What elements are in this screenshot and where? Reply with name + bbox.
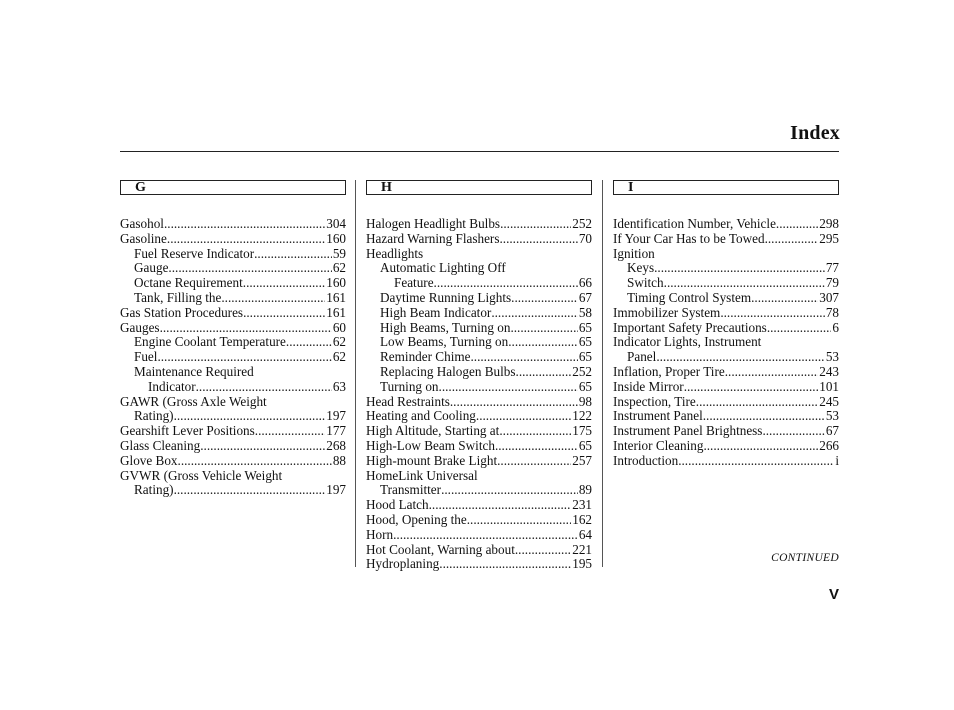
index-entry-page: 221 (572, 542, 592, 557)
index-entry-page: 77 (825, 261, 839, 276)
index-entry-page: 67 (578, 290, 592, 305)
index-entry-text: Switch (627, 276, 664, 291)
index-entry[interactable] (613, 454, 839, 469)
index-entry-text: Gauge (134, 261, 169, 276)
dot-leader (703, 439, 818, 454)
dot-leader (167, 232, 325, 247)
index-entry[interactable] (613, 276, 839, 291)
index-entry-text: Hood Latch (366, 498, 429, 513)
index-entry[interactable] (120, 261, 346, 276)
index-entry-page: 268 (326, 438, 346, 453)
index-entry-text: High Beam Indicator (380, 305, 492, 320)
index-entry[interactable] (366, 395, 592, 410)
index-entry-text: Octane Requirement (134, 276, 243, 291)
index-entry-text: Gasohol (120, 217, 164, 231)
index-entry-text: Fuel Reserve Indicator (134, 246, 255, 261)
index-entry[interactable] (366, 380, 592, 395)
index-entry-text: Hood, Opening the (366, 512, 467, 527)
index-entry[interactable] (120, 439, 346, 454)
index-entry[interactable] (366, 232, 592, 247)
dot-leader (164, 217, 325, 232)
index-entry-text: Hydroplaning (366, 557, 440, 572)
index-entry-page: 66 (578, 276, 592, 291)
index-entry-page: 197 (326, 409, 346, 424)
index-entry-page: 160 (326, 276, 346, 291)
index-entry[interactable] (366, 498, 592, 513)
index-entry[interactable] (366, 291, 592, 306)
index-entry-text: Keys (627, 261, 655, 276)
index-entry-text: Fuel (134, 350, 158, 365)
page-title: Index (790, 122, 840, 144)
index-entry[interactable] (613, 306, 839, 321)
index-entry-page: 62 (332, 261, 346, 276)
index-entry-page: 243 (819, 364, 839, 379)
index-entry-text: Rating) (134, 483, 174, 498)
dot-leader (434, 276, 578, 291)
index-entry-page: 295 (819, 231, 839, 246)
dot-leader (776, 217, 818, 232)
index-entry-page: 177 (326, 424, 346, 439)
index-entry-page: 79 (825, 276, 839, 291)
column-divider (355, 180, 356, 567)
index-entry[interactable] (613, 261, 839, 276)
index-entry-text: Daytime Running Lights (380, 290, 512, 305)
index-entry[interactable] (613, 291, 839, 306)
continued-label: CONTINUED (771, 552, 839, 564)
index-entry[interactable] (613, 365, 839, 380)
index-entry-page: 161 (326, 290, 346, 305)
index-entry-page: 266 (819, 438, 839, 453)
index-entry[interactable] (366, 528, 592, 543)
index-entry-page: 60 (332, 320, 346, 335)
index-entry-page: 252 (572, 217, 592, 231)
dot-leader (441, 483, 578, 498)
dot-leader (751, 291, 818, 306)
dot-leader (439, 557, 571, 572)
index-entry-text: Glass Cleaning (120, 438, 201, 453)
dot-leader (429, 498, 572, 513)
index-entry[interactable] (613, 247, 839, 262)
index-entry-page: 62 (332, 335, 346, 350)
index-entry[interactable] (366, 439, 592, 454)
index-entry-page: i (835, 453, 839, 468)
dot-leader (160, 321, 332, 336)
dot-leader (511, 291, 578, 306)
index-entry-text: Indicator (148, 379, 196, 394)
index-entry[interactable] (120, 454, 346, 469)
dot-leader (178, 454, 332, 469)
index-entry-page: 161 (326, 305, 346, 320)
index-entry-page: 53 (825, 409, 839, 424)
dot-leader (703, 409, 825, 424)
dot-leader (664, 276, 825, 291)
index-entry[interactable] (366, 557, 592, 572)
index-entry[interactable] (613, 395, 839, 410)
index-entry[interactable] (366, 335, 592, 350)
dot-leader (508, 335, 578, 350)
dot-leader (725, 365, 818, 380)
index-entry-text: Headlights (366, 246, 424, 261)
dot-leader (720, 306, 824, 321)
index-entry[interactable] (366, 543, 592, 558)
index-entry-page: 298 (819, 217, 839, 231)
dot-leader (515, 543, 571, 558)
index-entry-text: Immobilizer System (613, 305, 721, 320)
index-entry-page: 101 (819, 379, 839, 394)
index-entry-page: 231 (572, 498, 592, 513)
index-entry-text: Feature (394, 276, 434, 291)
index-entry-text: Gearshift Lever Positions (120, 424, 255, 439)
index-entry-page: 89 (578, 483, 592, 498)
index-entry-text: Rating) (134, 409, 174, 424)
index-entry[interactable] (366, 261, 592, 276)
column-divider (602, 180, 603, 567)
index-entry-page: 122 (572, 409, 592, 424)
index-entry-text: Inflation, Proper Tire (613, 364, 725, 379)
index-entry-text: Interior Cleaning (613, 438, 704, 453)
section-letter-heading: G (120, 180, 346, 195)
index-entry[interactable] (366, 276, 592, 291)
index-entry-page: 160 (326, 231, 346, 246)
index-entry-text: Timing Control System (627, 290, 752, 305)
index-entry[interactable] (120, 247, 346, 262)
index-entry-page: 252 (572, 364, 592, 379)
index-entry-text: Identification Number, Vehicle (613, 217, 776, 231)
index-entry-text: Indicator Lights, Instrument (613, 335, 762, 350)
index-entry-page: 78 (825, 305, 839, 320)
index-entry-text: Ignition (613, 246, 655, 261)
index-entry[interactable] (366, 513, 592, 528)
index-entry-text: High Beams, Turning on (380, 320, 511, 335)
index-entry[interactable] (366, 306, 592, 321)
index-entry-page: 304 (326, 217, 346, 231)
dot-leader (243, 276, 325, 291)
index-entry-text: Turning on (380, 379, 439, 394)
index-entry[interactable] (366, 217, 592, 232)
index-entry-text: Instrument Panel Brightness (613, 424, 763, 439)
index-entry[interactable] (613, 321, 839, 336)
index-entry[interactable] (120, 395, 346, 410)
index-entry-page: 6 (832, 320, 839, 335)
index-entry-text: High-Low Beam Switch (366, 438, 495, 453)
dot-leader (500, 217, 571, 232)
index-entry-text: Automatic Lighting Off (380, 261, 506, 276)
dot-leader (196, 380, 332, 395)
dot-leader (765, 232, 819, 247)
index-entry-text: If Your Car Has to be Towed (613, 231, 765, 246)
index-entry[interactable] (366, 483, 592, 498)
dot-leader (497, 454, 571, 469)
dot-leader (255, 424, 325, 439)
title-rule (120, 151, 839, 152)
dot-leader (168, 261, 331, 276)
dot-leader (495, 439, 578, 454)
index-entry-page: 62 (332, 350, 346, 365)
index-entry[interactable] (120, 469, 346, 484)
dot-leader (516, 365, 572, 380)
index-entry-page: 245 (819, 394, 839, 409)
dot-leader (684, 380, 819, 395)
index-entry-page: 162 (572, 512, 592, 527)
index-entry-page: 197 (326, 483, 346, 498)
index-entry[interactable] (120, 380, 346, 395)
dot-leader (200, 439, 325, 454)
index-entry-text: GVWR (Gross Vehicle Weight (120, 468, 283, 483)
index-entry-text: Inspection, Tire (613, 394, 696, 409)
index-entry-text: Important Safety Precautions (613, 320, 767, 335)
index-entry[interactable] (613, 232, 839, 247)
dot-leader (678, 454, 834, 469)
index-entry-page: 65 (578, 438, 592, 453)
index-entry[interactable] (613, 409, 839, 424)
index-entry-text: Gasoline (120, 231, 167, 246)
index-entry[interactable] (613, 350, 839, 365)
dot-leader (467, 513, 571, 528)
index-entry-page: 195 (572, 557, 592, 572)
dot-leader (174, 409, 326, 424)
index-entry[interactable] (366, 424, 592, 439)
index-entry[interactable] (366, 350, 592, 365)
dot-leader (393, 528, 578, 543)
index-entry[interactable] (120, 424, 346, 439)
index-entry[interactable] (613, 424, 839, 439)
index-entry[interactable] (366, 321, 592, 336)
index-entry-text: Tank, Filling the (134, 290, 222, 305)
index-entry-text: Introduction (613, 453, 679, 468)
index-entry[interactable] (366, 469, 592, 484)
index-entry[interactable] (366, 365, 592, 380)
dot-leader (499, 424, 571, 439)
index-entry-text: High Altitude, Starting at (366, 424, 500, 439)
index-entry-page: 65 (578, 320, 592, 335)
dot-leader (254, 247, 332, 262)
index-entry-page: 65 (578, 350, 592, 365)
index-entry[interactable] (366, 454, 592, 469)
index-entry-page: 64 (578, 527, 592, 542)
page-number: V (828, 586, 839, 603)
index-entry[interactable] (120, 217, 346, 232)
index-entry[interactable] (120, 335, 346, 350)
section-letter-heading: I (613, 180, 839, 195)
dot-leader (767, 321, 832, 336)
dot-leader (696, 395, 818, 410)
index-entry-page: 65 (578, 335, 592, 350)
index-entry-text: Horn (366, 527, 394, 542)
index-entry-page: 88 (332, 453, 346, 468)
index-entry[interactable] (613, 217, 839, 232)
index-entry-text: Glove Box (120, 453, 178, 468)
section-letter-heading: H (366, 180, 592, 195)
index-entry[interactable] (366, 409, 592, 424)
index-entry-text: Halogen Headlight Bulbs (366, 217, 501, 231)
index-entry-text: High-mount Brake Light (366, 453, 498, 468)
index-entry-page: 67 (825, 424, 839, 439)
index-entry-text: Transmitter (380, 483, 442, 498)
index-entry-page: 307 (819, 290, 839, 305)
index-column-i (613, 180, 839, 469)
dot-leader (470, 350, 577, 365)
index-entry-page: 98 (578, 394, 592, 409)
index-entry-text: Hazard Warning Flashers (366, 231, 500, 246)
index-entry-text: Gauges (120, 320, 160, 335)
index-entry[interactable] (613, 439, 839, 454)
index-entry[interactable] (120, 306, 346, 321)
dot-leader (499, 232, 577, 247)
index-entry[interactable] (613, 380, 839, 395)
index-entry[interactable] (120, 276, 346, 291)
index-entry-text: Maintenance Required (134, 364, 254, 379)
index-entry-text: Reminder Chime (380, 350, 471, 365)
index-entry[interactable] (120, 365, 346, 380)
dot-leader (157, 350, 331, 365)
index-entry[interactable] (120, 291, 346, 306)
dot-leader (491, 306, 577, 321)
dot-leader (762, 424, 824, 439)
index-entry-text: Panel (627, 350, 657, 365)
index-entry-text: Gas Station Procedures (120, 305, 244, 320)
index-entry-text: Replacing Halogen Bulbs (380, 364, 516, 379)
index-entry[interactable] (120, 350, 346, 365)
index-entry-page: 53 (825, 350, 839, 365)
dot-leader (174, 483, 326, 498)
index-entry-page: 70 (578, 231, 592, 246)
dot-leader (450, 395, 578, 410)
index-entry-text: Low Beams, Turning on (380, 335, 509, 350)
index-entry-text: Hot Coolant, Warning about (366, 542, 515, 557)
index-entry-text: Inside Mirror (613, 379, 684, 394)
index-entry[interactable] (613, 335, 839, 350)
dot-leader (654, 261, 825, 276)
index-entry-text: Engine Coolant Temperature (134, 335, 286, 350)
index-entry[interactable] (120, 409, 346, 424)
index-entry[interactable] (366, 247, 592, 262)
index-entry-page: 58 (578, 305, 592, 320)
dot-leader (221, 291, 325, 306)
index-entry-text: Heating and Cooling (366, 409, 476, 424)
index-entry-page: 59 (332, 246, 346, 261)
index-column-h (366, 180, 592, 572)
index-entry[interactable] (120, 321, 346, 336)
index-column-g (120, 180, 346, 498)
index-entry-page: 65 (578, 379, 592, 394)
dot-leader (656, 350, 825, 365)
index-entry-page: 175 (572, 424, 592, 439)
index-entry-text: HomeLink Universal (366, 468, 478, 483)
dot-leader (286, 335, 332, 350)
dot-leader (439, 380, 578, 395)
index-entry[interactable] (120, 483, 346, 498)
index-entry-page: 257 (572, 453, 592, 468)
dot-leader (510, 321, 577, 336)
dot-leader (476, 409, 571, 424)
index-entry-text: Head Restraints (366, 394, 450, 409)
index-entry[interactable] (120, 232, 346, 247)
index-entry-text: Instrument Panel (613, 409, 703, 424)
index-entry-text: GAWR (Gross Axle Weight (120, 394, 267, 409)
dot-leader (243, 306, 325, 321)
index-entry-page: 63 (332, 379, 346, 394)
